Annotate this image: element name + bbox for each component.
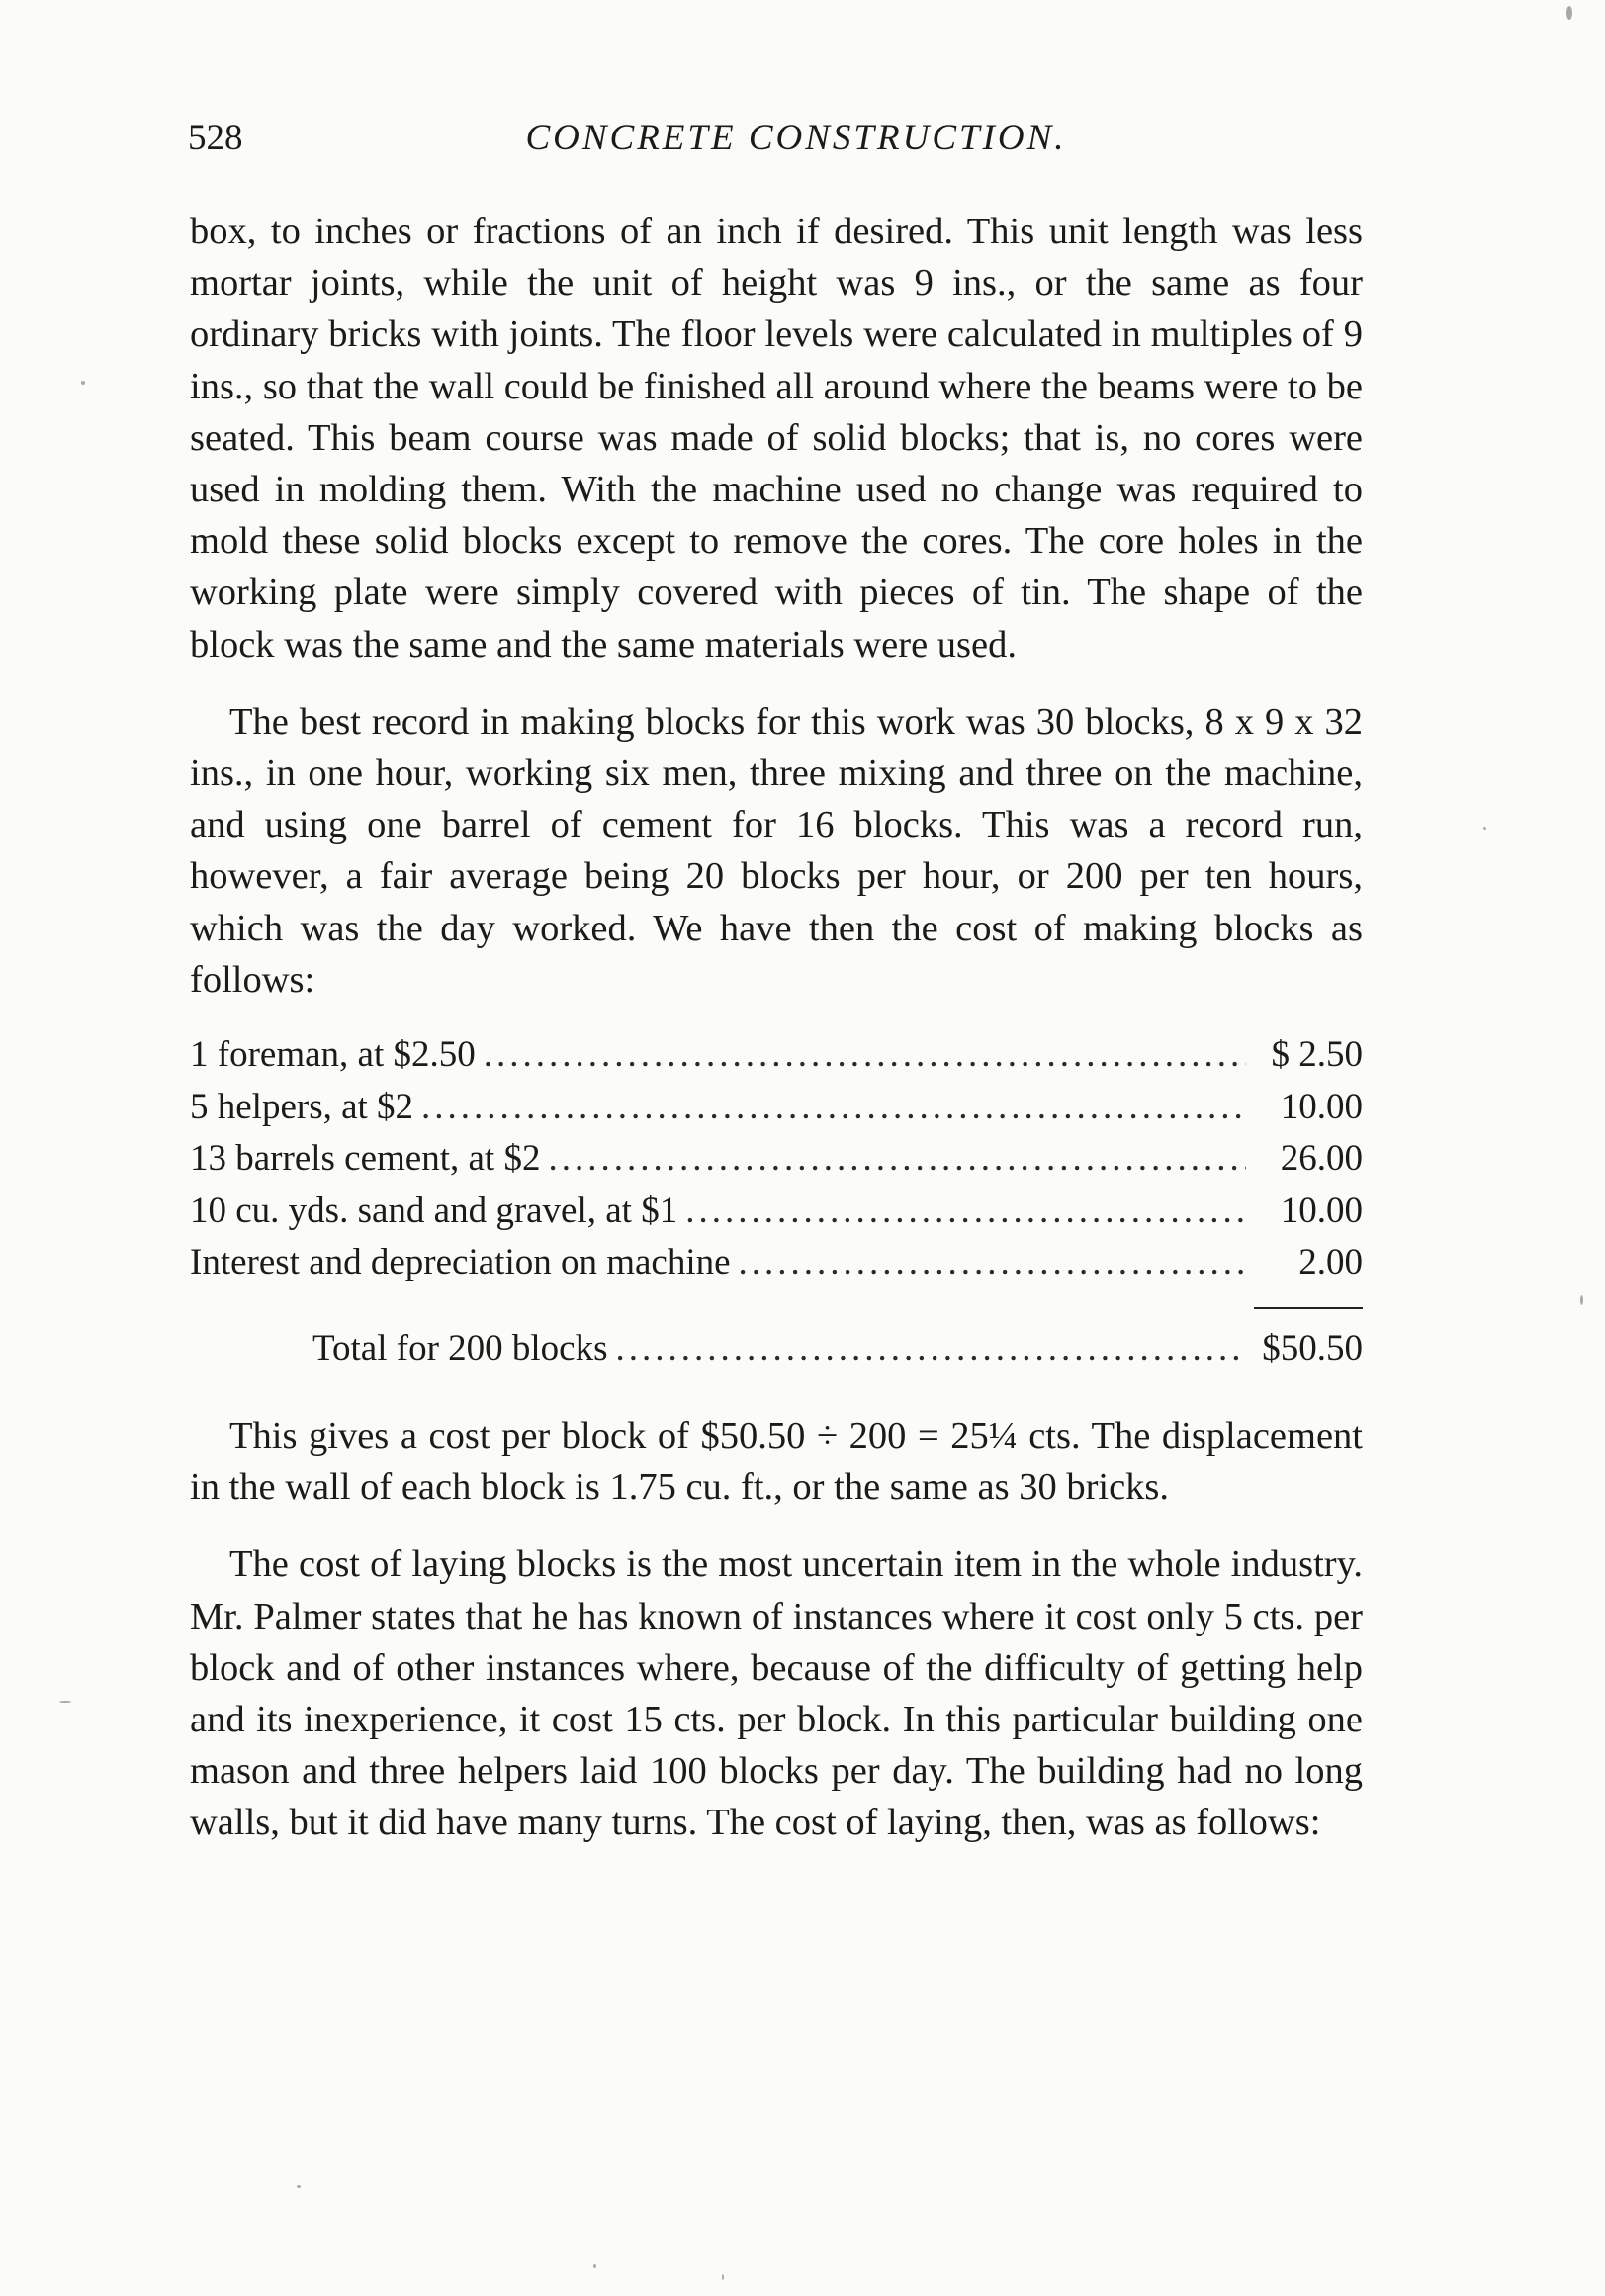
total-row	[190, 1323, 1363, 1375]
cost-row	[190, 1082, 1363, 1134]
cost-item-label: 1 foreman, at $2.50	[190, 1034, 476, 1076]
scan-speck	[81, 381, 85, 385]
sum-rule-row	[190, 1289, 1363, 1323]
block-making-cost-table	[190, 1029, 1363, 1374]
cost-item-amount: $ 2.50	[1271, 1034, 1363, 1076]
leader-dots	[421, 1082, 1246, 1134]
scan-speck	[1580, 1295, 1583, 1305]
paragraph-2: The best record in making blocks for this work was 30 blocks, 8 x 9 x 32 ins., in one hour, working six men, three mixing and three on the machine, and using one barrel of cement for 16 blocks. This was a record run, however, a fair average being 20 blocks per hour, or 200 per ten hours, which was the day worked. We have then the cost of making blocks as follows:	[190, 700, 1363, 1001]
scan-speck	[1566, 6, 1572, 20]
leader-dots	[685, 1186, 1246, 1238]
cost-row	[190, 1029, 1363, 1082]
scan-speck	[1483, 827, 1486, 830]
paragraph-4: The cost of laying blocks is the most uncertain item in the whole industry. Mr. Palmer states that he has known of instances where it cost only 5 cts. per block and of other instances where, because of the difficulty of getting help and its inexperience, it cost 15 cts. per block. In this particular building one mason and three helpers laid 100 blocks per day. The building had no long walls, but it did have many turns. The cost of laying, then, was as follows:	[190, 1544, 1363, 1844]
cost-row	[190, 1133, 1363, 1186]
scan-speck	[59, 1701, 71, 1703]
body-text	[190, 206, 1363, 1849]
cost-item-label: Interest and depreciation on machine	[190, 1242, 731, 1283]
page-number: 528	[188, 118, 243, 158]
leader-dots	[616, 1323, 1247, 1375]
cost-item-label: 5 helpers, at $2	[190, 1086, 414, 1127]
paragraph-1: box, to inches or fractions of an inch if desired. This unit length was less mortar joints, while the unit of height was 9 ins., or the same as four ordinary bricks with joints. The floor levels were calculated in multiples of 9 ins., so that the wall could be finished all around where the beams were to be seated. This beam course was made of solid blocks; that is, no cores were used in molding them. With the machine used no change was required to mold these solid blocks except to remove the cores. The core holes in the working plate were simply covered with pieces of tin. The shape of the block was the same and the same materials were used.	[190, 211, 1363, 665]
cost-item-label: 10 cu. yds. sand and gravel, at $1	[190, 1190, 678, 1231]
cost-item-amount: 10.00	[1280, 1086, 1363, 1127]
running-head: CONCRETE CONSTRUCTION.	[525, 118, 1067, 158]
cost-row	[190, 1237, 1363, 1289]
page-header	[188, 117, 1365, 166]
cost-item-amount: 2.00	[1298, 1242, 1363, 1283]
scan-speck	[722, 2274, 724, 2280]
scan-speck	[593, 2264, 596, 2268]
leader-dots	[548, 1133, 1246, 1186]
cost-item-label: 13 barrels cement, at $2	[190, 1138, 541, 1180]
cost-item-amount: 26.00	[1280, 1138, 1363, 1180]
leader-dots	[484, 1029, 1246, 1082]
leader-dots	[739, 1237, 1246, 1289]
scan-speck	[297, 2185, 301, 2188]
cost-row	[190, 1186, 1363, 1238]
sum-rule	[1254, 1307, 1363, 1309]
cost-item-amount: 10.00	[1280, 1190, 1363, 1231]
total-label: Total for 200 blocks	[312, 1327, 608, 1369]
total-amount: $50.50	[1262, 1327, 1363, 1369]
paragraph-3: This gives a cost per block of $50.50 ÷ 200 = 25¼ cts. The displacement in the wall of each block is 1.75 cu. ft., or the same as 30 bricks.	[190, 1415, 1363, 1509]
